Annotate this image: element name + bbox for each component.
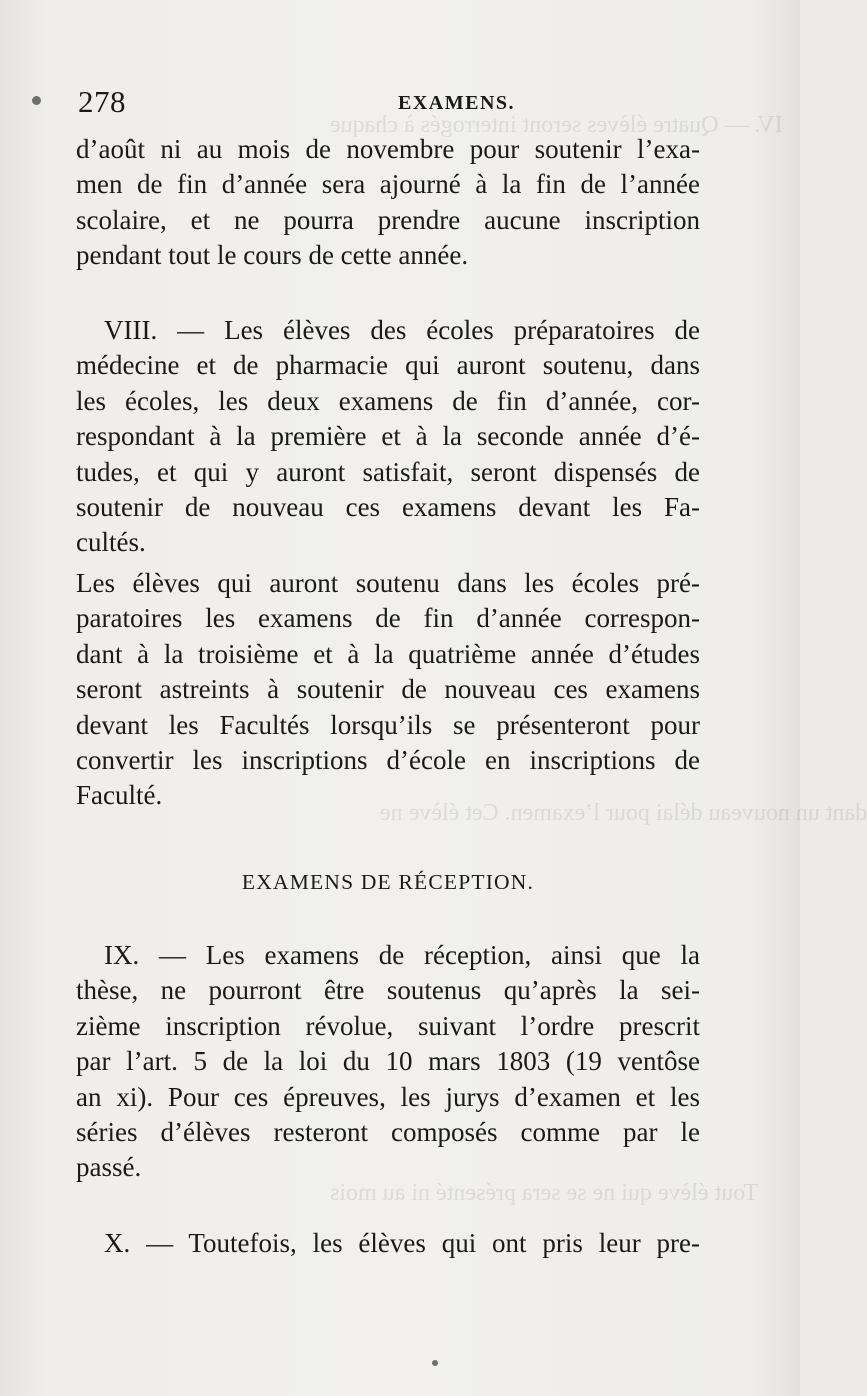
text-line: séries d’élèves resteront composés comme par le (76, 1117, 700, 1148)
article-viii (76, 313, 700, 561)
text-line: soutenir de nouveau ces examens devant les Fa- (76, 492, 700, 523)
ink-spot (432, 1360, 438, 1366)
text-line: tudes, et qui y auront satisfait, seront dispensés de (76, 456, 700, 487)
text-line: X. — Toutefois, les élèves qui ont pris leur pre- (104, 1228, 700, 1258)
text-line: respondant à la première et à la seconde année d’é- (76, 421, 700, 452)
text-line: paratoires les examens de fin d’année correspon- (76, 603, 700, 634)
bleed-through-text: dant un nouveau délai pour l’examen. Cet élève ne (380, 800, 867, 826)
text-line: men de fin d’année sera ajourné à la fin de l’année (76, 169, 700, 200)
text-line: les écoles, les deux examens de fin d’année, cor- (76, 385, 700, 416)
text-line: thèse, ne pourront être soutenus qu’après la sei- (76, 975, 700, 1006)
text-line: dant à la troisième et à la quatrième année d’études (76, 638, 700, 669)
text-line: médecine et de pharmacie qui auront soutenu, dans (76, 350, 700, 381)
text-line: seront astreints à soutenir de nouveau ces examens (76, 674, 700, 705)
text-line: pendant tout le cours de cette année. (76, 240, 469, 271)
text-line: IX. — Les examens de réception, ainsi que la (104, 940, 700, 970)
text-line: Faculté. (76, 780, 163, 811)
text-line: passé. (76, 1152, 142, 1183)
text-line: par l’art. 5 de la loi du 10 mars 1803 (19 ventôse (76, 1046, 700, 1077)
page-header (78, 84, 698, 124)
bleed-through-text: IV. — Quatre élèves seront interrogés à chaque (330, 112, 783, 138)
paragraph-continuation (76, 132, 700, 274)
article-x (76, 1226, 700, 1261)
section-heading: EXAMENS DE RÉCEPTION. (241, 870, 535, 894)
ink-spot (32, 96, 41, 105)
running-title: EXAMENS. (398, 92, 516, 114)
text-line: convertir les inscriptions d’école en inscriptions de (76, 745, 700, 776)
text-line: Les élèves qui auront soutenu dans les écoles pré- (76, 568, 700, 598)
bleed-through-text: Tout élève qui ne se sera présenté ni au mois (330, 1180, 759, 1206)
text-line: zième inscription révolue, suivant l’ordre prescrit (76, 1010, 700, 1041)
text-line: scolaire, et ne pourra prendre aucune inscription (76, 204, 700, 235)
text-line: VIII. — Les élèves des écoles préparatoires de (104, 315, 700, 345)
text-line: an xi). Pour ces épreuves, les jurys d’examen et les (76, 1081, 700, 1112)
text-line: cultés. (76, 527, 146, 558)
page-number: 278 (78, 84, 126, 119)
article-viii-continued (76, 566, 700, 814)
text-line: devant les Facultés lorsqu’ils se présenteront pour (76, 709, 700, 740)
text-line: d’août ni au mois de novembre pour soutenir l’exa- (76, 134, 700, 164)
article-ix (76, 938, 700, 1186)
